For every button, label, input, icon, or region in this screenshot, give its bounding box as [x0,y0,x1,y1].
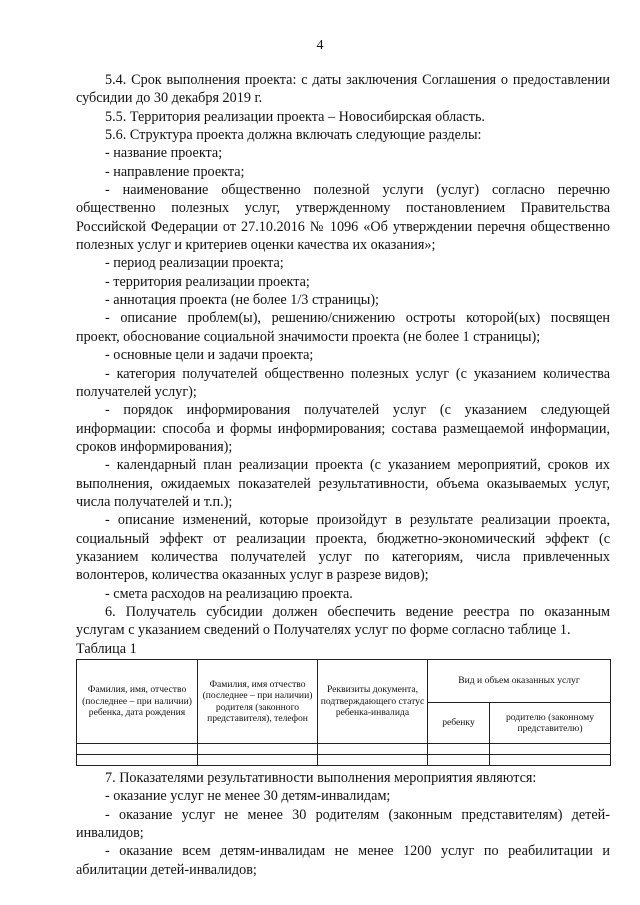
list-item: - смета расходов на реализацию проекта. [105,585,353,602]
list-item: - название проекта; [105,145,223,162]
table-header-parent: Фамилия, имя отчество (последнее – при наличии) родителя (законного представителя), телефон [198,660,318,744]
paragraph: 7. Показателями результативности выполнения мероприятия являются: [105,770,537,786]
table-row [77,755,611,766]
list-item: - оказание услуг не менее 30 детям-инвалидам; [105,788,391,805]
table-header-to-parent: родителю (законному представителю) [490,703,611,744]
list-item: - аннотация проекта (не более 1/3 страницы); [105,292,379,309]
list-item: - период реализации проекта; [105,255,284,272]
paragraph: 6. Получатель субсидии должен обеспечить ведение реестра по оказанным услугам с указанием сведений о Получателях услуг по форме согласно таблице 1. [76,603,610,639]
registry-table [76,659,611,766]
list-item: - основные цели и задачи проекта; [105,347,314,364]
list-item: - наименование общественно полезной услуги (услуг) согласно перечню общественно полезных услуг, утвержденному постановлением Правительства Российской Федерации от 27.10.2016 № 1096 «Об утверждении перечня общественно полезных услуг и критериев оценки качества их оказания»; [76,182,610,254]
table-row [77,744,611,755]
table-header-to-child: ребенку [428,703,490,744]
paragraph: 5.6. Структура проекта должна включать следующие разделы: [105,127,482,144]
document-body [76,71,610,879]
list-item: - категория получателей общественно полезных услуг (с указанием количества получателей услуг); [76,365,610,400]
list-item: - описание проблем(ы), решению/снижению остроты которой(ых) посвящен проект, обоснование социальной значимости проекта (не более 1 страницы); [76,310,610,345]
list-item: - оказание услуг не менее 30 родителям (законным представителям) детей-инвалидов; [76,806,610,842]
table-header-child: Фамилия, имя, отчество (последнее – при наличии) ребенка, дата рождения [77,660,198,744]
list-item: - календарный план реализации проекта (с указанием мероприятий, сроков их выполнения, ожидаемых показателей результативности, объема оказываемых услуг, числа получателей и т.п.); [76,457,610,510]
list-item: - оказание всем детям-инвалидам не менее 1200 услуг по реабилитации и абилитации детей-инвалидов; [76,843,610,878]
list-item: - территория реализации проекта; [105,273,310,290]
table-caption: Таблица 1 [76,640,137,657]
list-item: - направление проекта; [105,163,245,180]
paragraph: 5.5. Территория реализации проекта – Новосибирская область. [105,108,485,125]
list-item: - порядок информирования получателей услуг (с указанием следующей информации: способа и формы информирования; состава размещаемой информации, сроков информирования); [76,402,610,455]
list-item: - описание изменений, которые произойдут в результате реализации проекта, социальный эффект от реализации проекта, бюджетно-экономический эффект (с указанием количества получателей услуг по категориям, числа привлеченных волонтеров, количества оказанных услуг в разрезе видов); [76,512,610,584]
table-header-document: Реквизиты документа, подтверждающего статус ребенка-инвалида [318,660,428,744]
page-number: 4 [316,38,324,53]
table-header-services: Вид и объем оказанных услуг [428,660,611,703]
paragraph: 5.4. Срок выполнения проекта: с даты заключения Соглашения о предоставлении субсидии до 30 декабря 2019 г. [76,72,610,107]
